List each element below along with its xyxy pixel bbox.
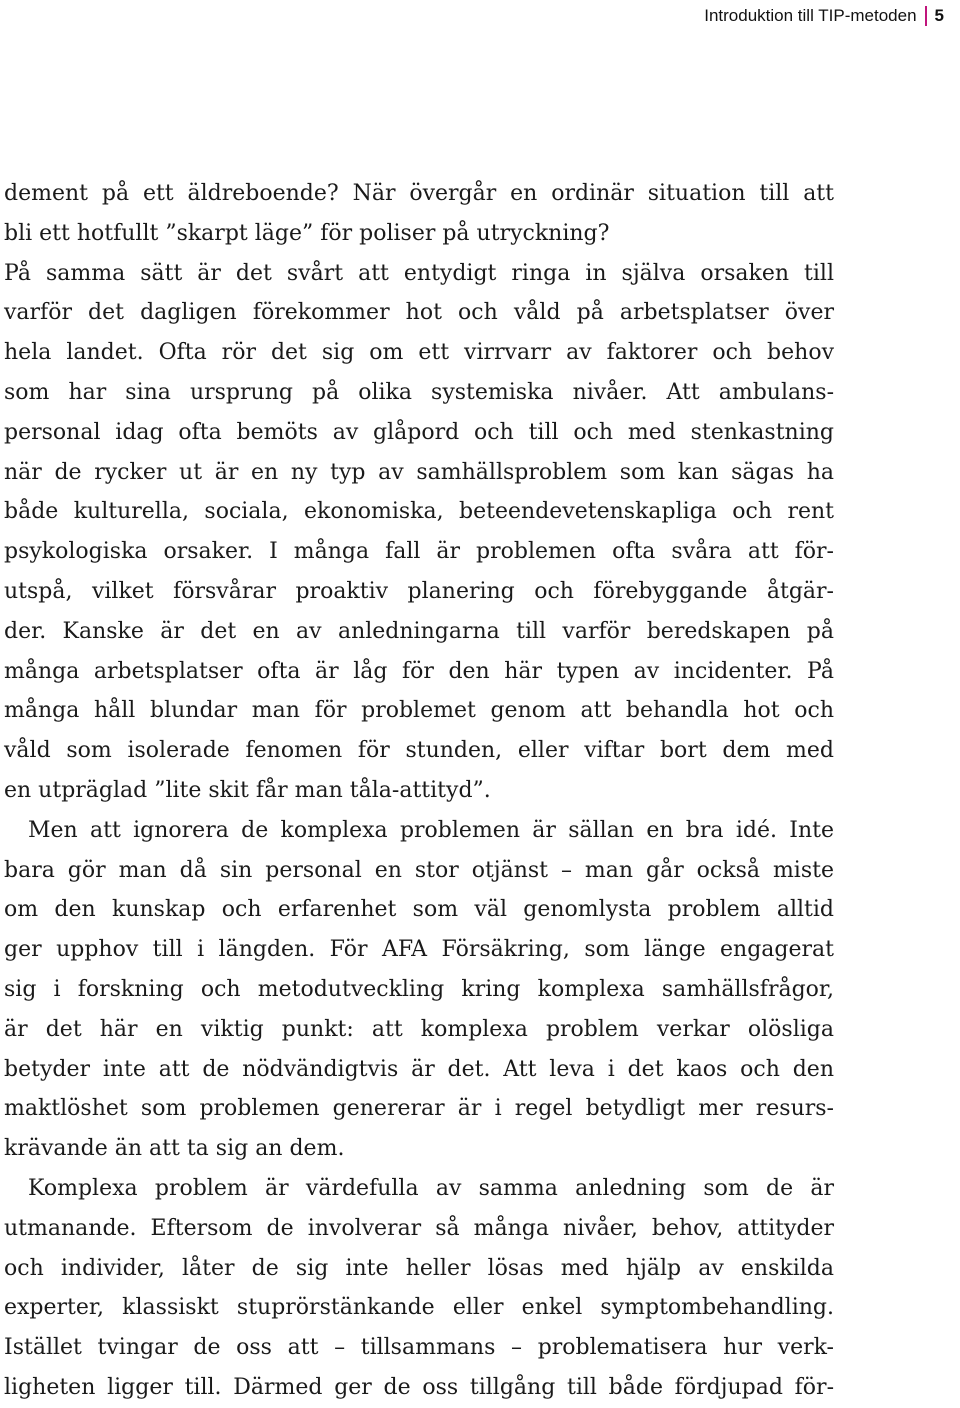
running-head-title: Introduktion till TIP-metoden bbox=[704, 6, 917, 25]
paragraph-3 bbox=[4, 811, 834, 1169]
text-line: både kulturella, sociala, ekonomiska, beteendevetenskapliga och rent bbox=[4, 499, 834, 525]
text-line: varför det dagligen förekommer hot och våld på arbetsplatser över bbox=[4, 300, 834, 326]
text-line: om den kunskap och erfarenhet som väl genomlysta problem alltid bbox=[4, 897, 834, 923]
text-line: hela landet. Ofta rör det sig om ett virrvarr av faktorer och behov bbox=[4, 340, 834, 366]
text-line: bli ett hotfullt ”skarpt läge” för poliser på utryckning? bbox=[4, 220, 610, 246]
running-head bbox=[704, 6, 944, 26]
body-text bbox=[4, 174, 834, 1408]
text-line: bara gör man då sin personal en stor otjänst – man går också miste bbox=[4, 857, 834, 883]
text-line: experter, klassiskt stuprörstänkande eller enkel symptombehandling. bbox=[4, 1295, 834, 1321]
page-number: 5 bbox=[934, 6, 944, 25]
text-line: Istället tvingar de oss att – tillsammans – problematisera hur verk- bbox=[4, 1335, 834, 1361]
text-line: betyder inte att de nödvändigtvis är det. Att leva i det kaos och den bbox=[4, 1056, 834, 1082]
text-line: dement på ett äldreboende? När övergår en ordinär situation till att bbox=[4, 181, 834, 206]
paragraph-2 bbox=[4, 254, 834, 811]
text-line: utspå, vilket försvårar proaktiv planering och förebyggande åtgär- bbox=[4, 578, 834, 604]
text-line: och individer, låter de sig inte heller lösas med hjälp av enskilda bbox=[4, 1255, 834, 1281]
running-head-divider bbox=[925, 6, 927, 26]
text-line: som har sina ursprung på olika systemiska nivåer. Att ambulans- bbox=[4, 379, 834, 405]
text-line: våld som isolerade fenomen för stunden, eller viftar bort dem med bbox=[4, 738, 834, 764]
text-line: Komplexa problem är värdefulla av samma anledning som de är bbox=[28, 1175, 834, 1201]
text-line: ligheten ligger till. Därmed ger de oss tillgång till både fördjupad för- bbox=[4, 1374, 834, 1400]
text-line: en utpräglad ”lite skit får man tåla-attityd”. bbox=[4, 777, 491, 803]
text-line: krävande än att ta sig an dem. bbox=[4, 1136, 345, 1162]
paragraph-1 bbox=[4, 174, 834, 254]
text-line: maktlöshet som problemen genererar är i regel betydligt mer resurs- bbox=[4, 1096, 834, 1122]
text-line: när de rycker ut är en ny typ av samhällsproblem som kan sägas ha bbox=[4, 459, 834, 485]
text-line: många arbetsplatser ofta är låg för den här typen av incidenter. På bbox=[4, 658, 834, 684]
text-line: Men att ignorera de komplexa problemen är sällan en bra idé. Inte bbox=[28, 817, 834, 843]
text-line: sig i forskning och metodutveckling kring komplexa samhällsfrågor, bbox=[4, 976, 834, 1002]
text-line: ger upphov till i längden. För AFA Försäkring, som länge engagerat bbox=[4, 937, 834, 963]
text-line: utmanande. Eftersom de involverar så många nivåer, behov, attityder bbox=[4, 1215, 834, 1241]
text-line: der. Kanske är det en av anledningarna till varför beredskapen på bbox=[4, 618, 834, 644]
text-line: många håll blundar man för problemet genom att behandla hot och bbox=[4, 698, 834, 724]
text-line: är det här en viktig punkt: att komplexa problem verkar olösliga bbox=[4, 1016, 834, 1042]
text-line: På samma sätt är det svårt att entydigt ringa in själva orsaken till bbox=[4, 260, 834, 286]
text-line: personal idag ofta bemöts av glåpord och till och med stenkastning bbox=[4, 419, 834, 445]
text-line: psykologiska orsaker. I många fall är problemen ofta svåra att för- bbox=[4, 539, 834, 565]
paragraph-4 bbox=[4, 1169, 834, 1408]
